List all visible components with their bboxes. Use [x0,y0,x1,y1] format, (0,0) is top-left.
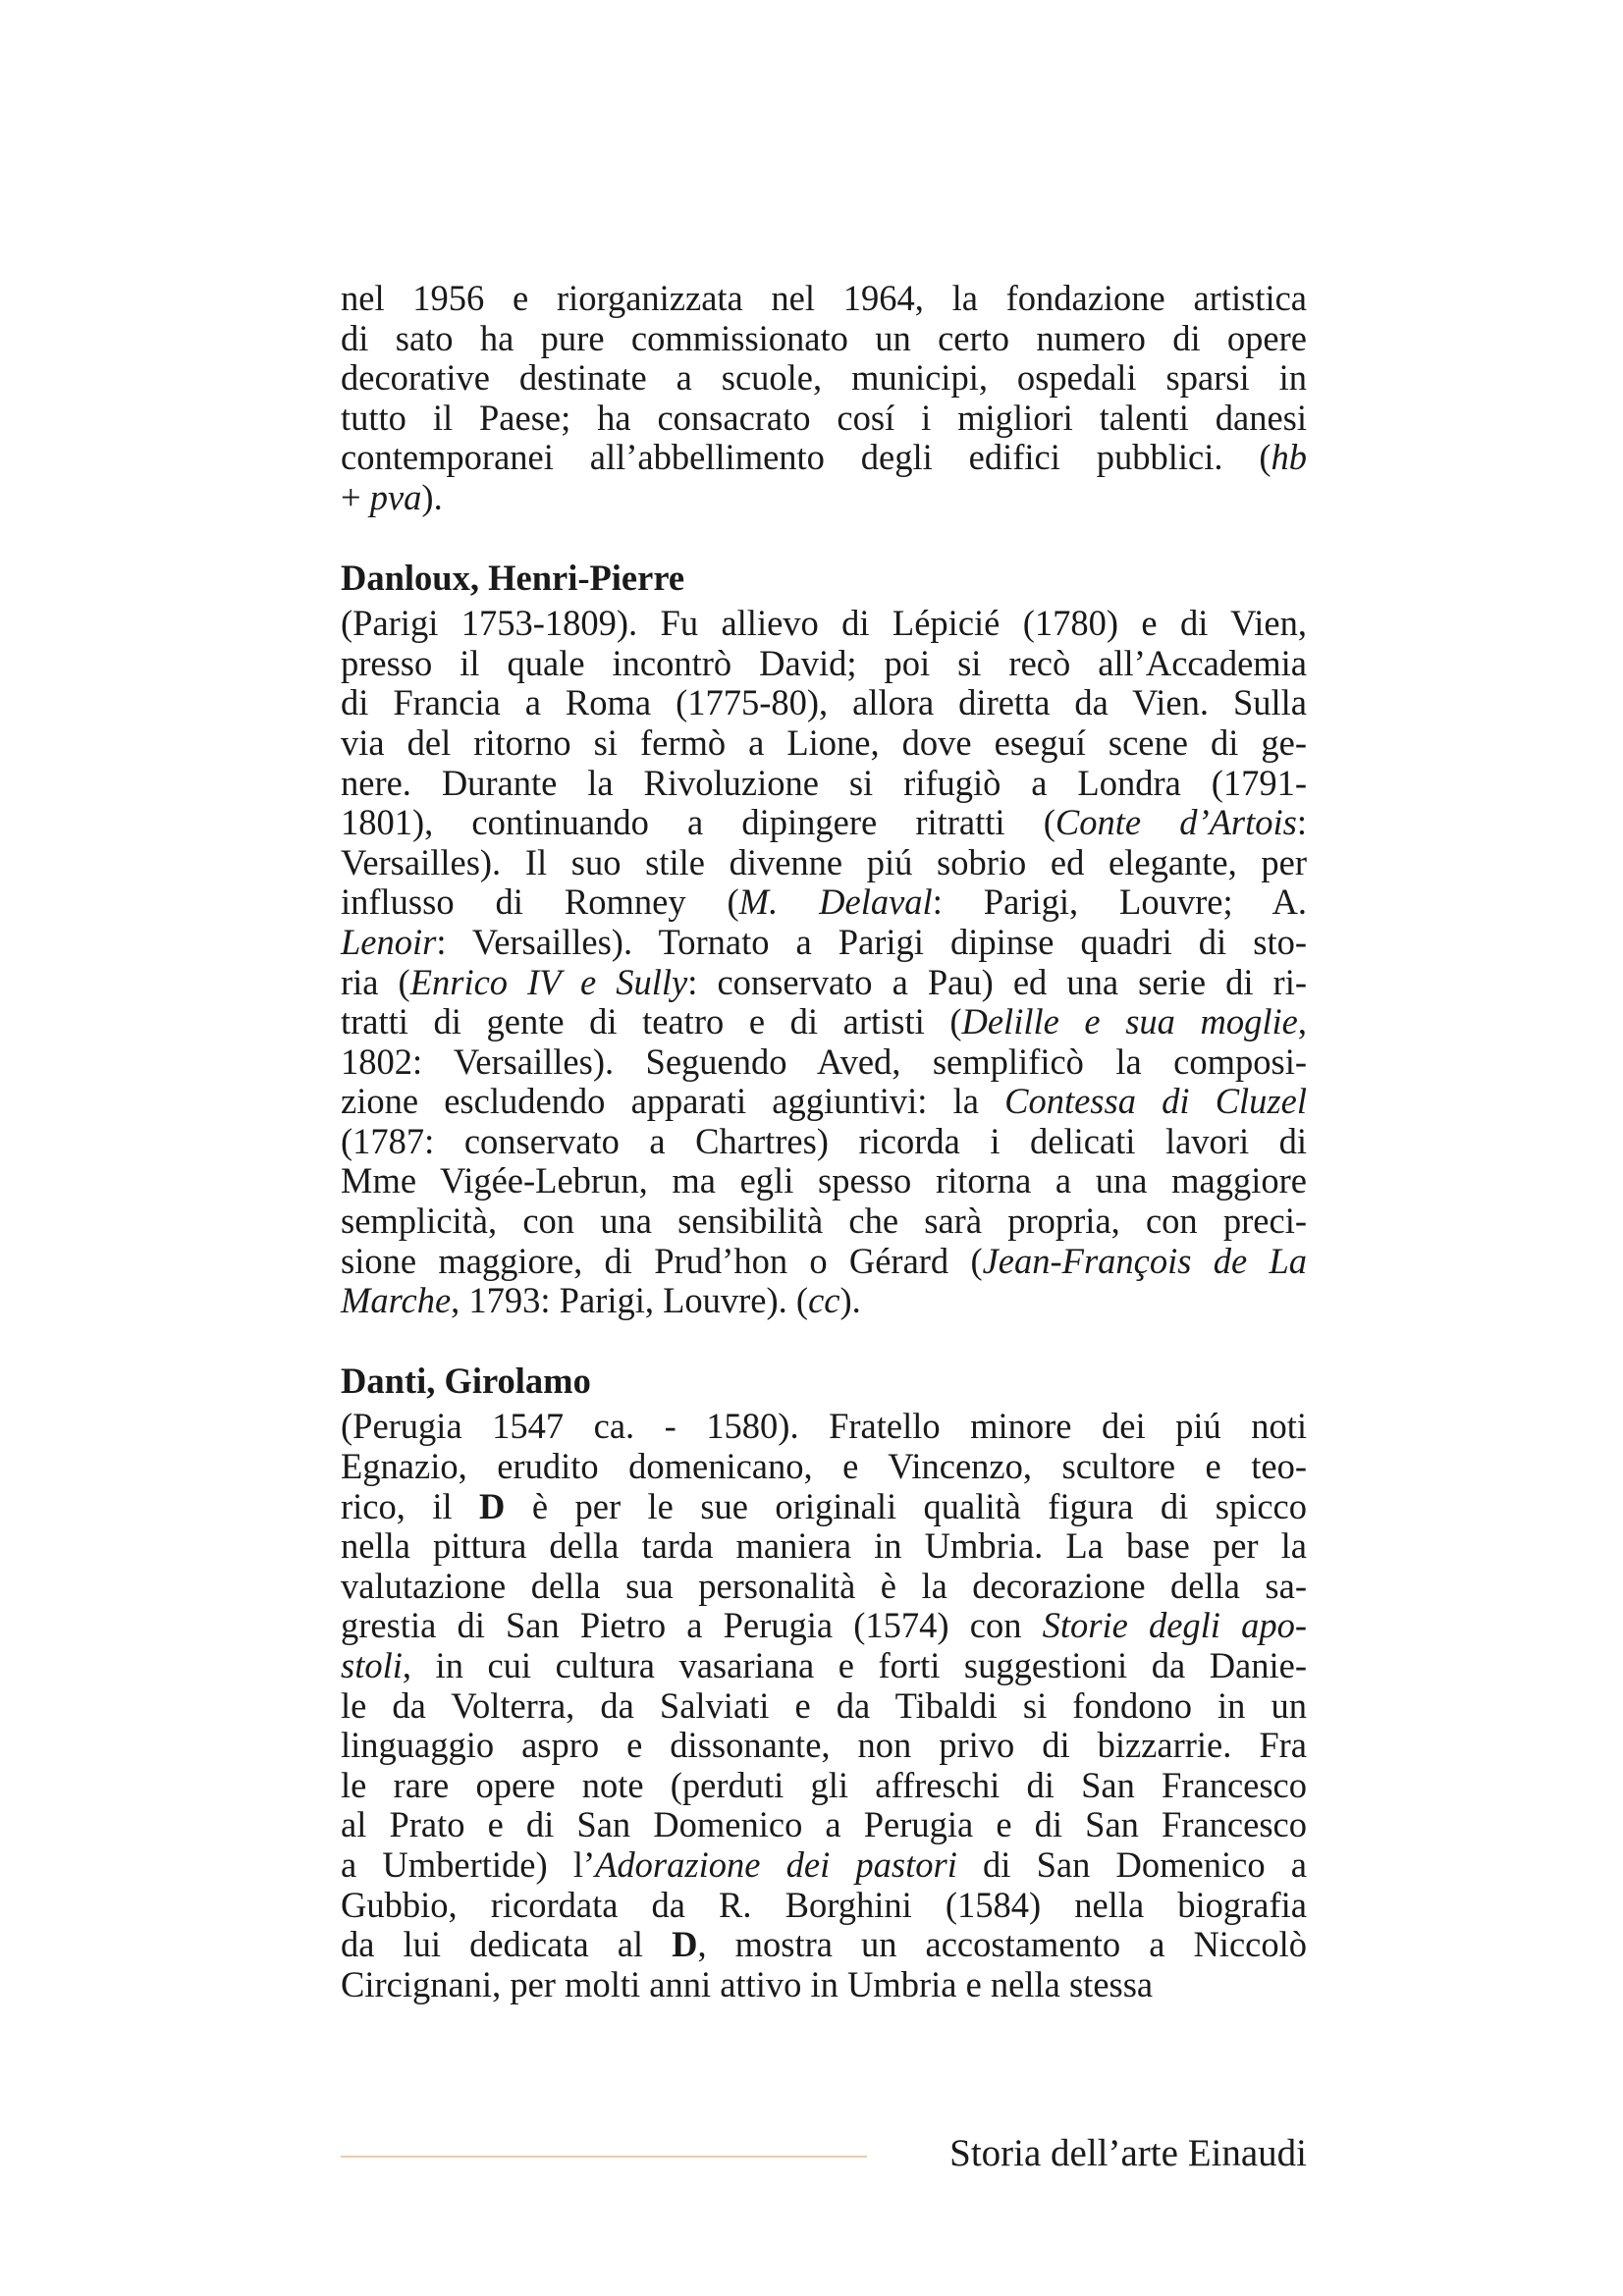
text-line: zione escludendo apparati aggiuntivi: la Contessa di Cluzel [341,1081,1307,1122]
text-line: nere. Durante la Rivoluzione si rifugiò a Londra (1791- [341,762,1307,803]
entry-heading-danloux: Danloux, Henri-Pierre [341,557,685,598]
text-line: Lenoir: Versailles). Tornato a Parigi dipinse quadri di sto- [341,921,1307,962]
text-line: rico, il D è per le sue originali qualità figura di spicco [341,1485,1307,1526]
text-line: di sato ha pure commissionato un certo numero di opere [341,317,1307,358]
text-line: (Perugia 1547 ca. - 1580). Fratello minore dei piú noti [341,1406,1307,1447]
text-line: a Umbertide) l’Adorazione dei pastori di San Domenico a [341,1843,1307,1885]
text-line: nella pittura della tarda maniera in Umbria. La base per la [341,1525,1307,1567]
text-line: le da Volterra, da Salviati e da Tibaldi si fondono in un [341,1684,1307,1726]
text-line: 1802: Versailles). Seguendo Aved, semplificò la composi- [341,1041,1307,1082]
text-line: semplicità, con una sensibilità che sarà propria, con preci- [341,1201,1307,1242]
text-line: (1787: conservato a Chartres) ricorda i delicati lavori di [341,1120,1307,1161]
text-line: Mme Vigée-Lebrun, ma egli spesso ritorna a una maggiore [341,1160,1307,1201]
text-line: di Francia a Roma (1775-80), allora diretta da Vien. Sulla [341,682,1307,723]
text-line: linguaggio aspro e dissonante, non privo di bizzarrie. Fra [341,1725,1307,1766]
entry-body-danloux [341,604,1307,1321]
entry-body-danti [341,1407,1307,2004]
text-line: le rare opere note (perduti gli affreschi di San Francesco [341,1764,1307,1805]
text-line: Circignani, per molti anni attivo in Umbria e nella stessa [341,1963,1154,2004]
text-line: sione maggiore, di Prud’hon o Gérard (Jean-François de La [341,1240,1307,1281]
text-line: influsso di Romney (M. Delaval: Parigi, Louvre; A. [341,881,1308,923]
text-line: (Parigi 1753-1809). Fu allievo di Lépicié (1780) e di Vien, [341,603,1307,644]
text-line: stoli, in cui cultura vasariana e forti suggestioni da Danie- [341,1645,1307,1685]
text-line: Egnazio, erudito domenicano, e Vincenzo, scultore e teo- [341,1446,1307,1487]
text-line: ria (Enrico IV e Sully: conservato a Pau) ed una serie di ri- [341,961,1307,1002]
text-line: via del ritorno si fermò a Lione, dove eseguí scene di ge- [341,721,1307,763]
intro-paragraph [341,279,1307,518]
page-body [341,279,1307,2004]
text-line: presso il quale incontrò David; poi si recò all’Accademia [341,642,1307,683]
text-line: Marche, 1793: Parigi, Louvre). (cc). [341,1280,861,1321]
text-line: da lui dedicata al D, mostra un accostamento a Niccolò [341,1924,1307,1965]
text-line: Versailles). Il suo stile divenne piú sobrio ed elegante, per [341,841,1307,882]
text-line: nel 1956 e riorganizzata nel 1964, la fondazione artistica [341,278,1307,318]
footer [341,2130,1307,2179]
text-line: tratti di gente di teatro e di artisti (Delille e sua moglie, [341,1001,1307,1042]
footer-title: Storia dell’arte Einaudi [949,2132,1307,2174]
text-line: Gubbio, ricordata da R. Borghini (1584) nella biografia [341,1884,1307,1925]
text-line: contemporanei all’abbellimento degli edifici pubblici. (hb [341,437,1307,478]
text-line: valutazione della sua personalità è la decorazione della sa- [341,1565,1307,1606]
text-line: al Prato e di San Domenico a Perugia e di San Francesco [341,1804,1307,1845]
text-line: tutto il Paese; ha consacrato cosí i migliori talenti danesi [341,397,1307,438]
text-line: + pva). [341,476,443,517]
entry-heading-danti: Danti, Girolamo [341,1360,591,1401]
footer-rule [341,2156,867,2158]
text-line: 1801), continuando a dipingere ritratti (Conte d’Artois: [341,802,1308,843]
text-line: grestia di San Pietro a Perugia (1574) con Storie degli apo- [341,1605,1308,1646]
text-line: decorative destinate a scuole, municipi, ospedali sparsi in [341,357,1307,399]
